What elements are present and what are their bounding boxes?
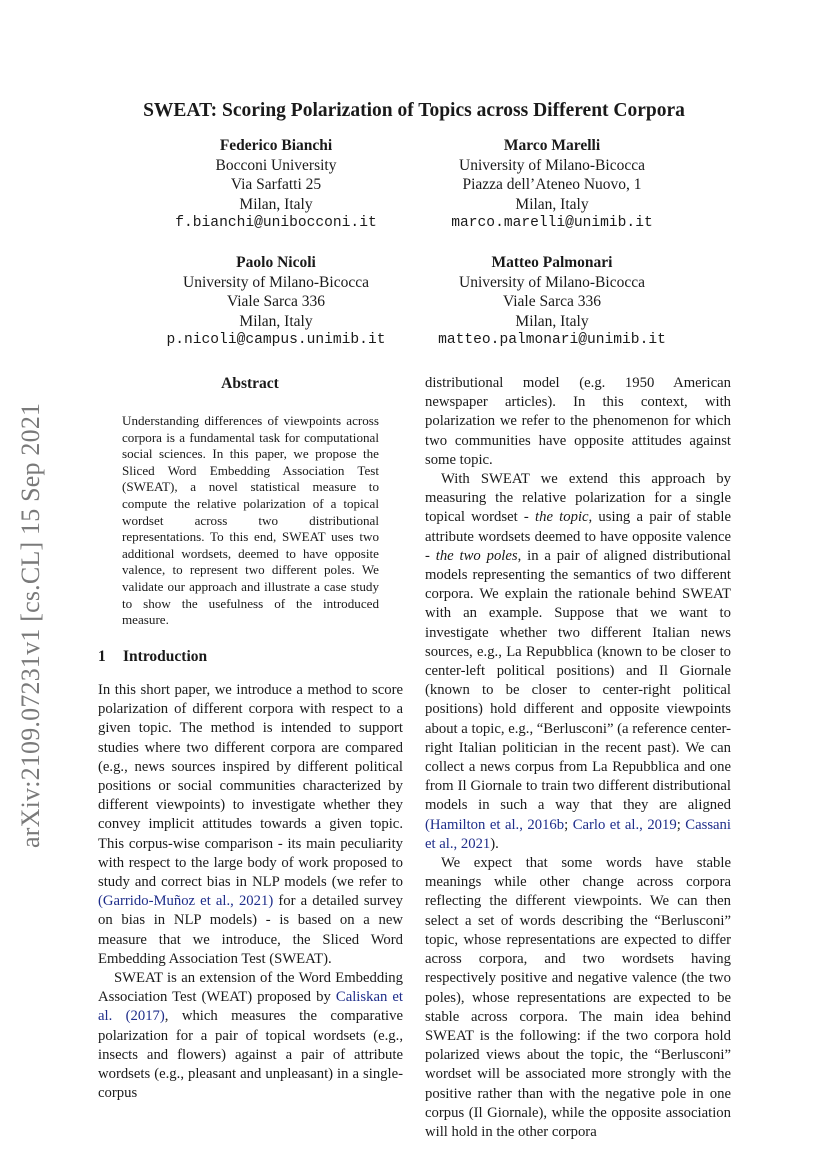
section-title: Introduction: [123, 648, 208, 665]
author-name: Marco Marelli: [503, 137, 601, 154]
author-affiliation: University of Milano-Bicocca: [459, 156, 645, 174]
section-heading: [98, 648, 207, 666]
author-block: [116, 253, 436, 351]
author-city: Milan, Italy: [239, 195, 313, 213]
text-run: , which measures the comparative polarization for a pair of topical wordsets (e.g., insects and flowers) against a pair of attribute wordsets (e.g., pleasant and unpleasant) in a single-corpus: [98, 1008, 403, 1102]
author-affiliation: Bocconi University: [215, 156, 337, 174]
text-run: ;: [564, 816, 573, 833]
left-column: [98, 681, 403, 1103]
section-number: 1: [98, 648, 106, 665]
text-run: , using a pair of stable attribute wordsets deemed to have opposite valence -: [425, 509, 731, 564]
emphasis: the two poles: [435, 547, 518, 564]
citation-link[interactable]: (Garrido-Muñoz et al., 2021): [98, 893, 274, 910]
text-run: ;: [676, 816, 686, 833]
citation-link[interactable]: Carlo et al., 2019: [572, 816, 677, 833]
author-city: Milan, Italy: [239, 312, 313, 330]
text-run: for a detailed survey on bias in NLP models) - is based on a new measure that we introduce, the Sliced Word Embedding Association Test (SWEAT).: [98, 893, 403, 967]
author-email[interactable]: p.nicoli@campus.unimib.it: [166, 332, 386, 349]
author-city: Milan, Italy: [515, 312, 589, 330]
author-address: Viale Sarca 336: [226, 293, 326, 311]
author-email[interactable]: marco.marelli@unimib.it: [451, 215, 653, 232]
text-run: , in a pair of aligned distributional models representing the semantics of two different corpora. We explain the rationale behind SWEAT with an example. Suppose that we want to investigate whether two different Italian news sources, e.g., La Repubblica (known to be closer to center-left political positions) and Il Giornale (known to be closer to center-right political positions) hold different and opposite viewpoints about a topic, e.g., “Berlusconi” (a reference center-right Italian politician in the recent past). We can collect a news corpus from La Repubblica and one from Il Giornale to train two different distributional models in such a way that they are aligned: [425, 547, 731, 814]
text-run: SWEAT is an extension of the Word Embedding Association Test (WEAT) proposed by: [98, 970, 403, 1006]
author-name: Matteo Palmonari: [491, 254, 613, 271]
author-address: Piazza dell’Ateneo Nuovo, 1: [462, 176, 642, 194]
author-name: Federico Bianchi: [219, 137, 333, 154]
abstract-text: Understanding differences of viewpoints across corpora is a fundamental task for computational social sciences. In this paper, we propose the Sliced Word Embedding Association Test (SWEAT), a novel statistical measure to compute the relative polarization of a topical wordset across two distributional representations. To this end, SWEAT uses two additional wordsets, deemed to have opposite valence, to represent two different poles. We validate our approach and illustrate a case study to show the usefulness of the introduced measure.: [122, 413, 379, 628]
paragraph: [425, 470, 731, 854]
text-run: In this short paper, we introduce a method to score polarization of different corpora with respect to a given topic. The method is intended to support studies where two different corpora are compared (e.g., news sources inspired by different political positions or social communities characterized by different viewpoints) to investigate whether they convey implicit attitudes towards a given topic. This corpus-wise comparison - its main peculiarity with respect to the large body of work proposed to study and correct bias in NLP models (we refer to: [98, 682, 403, 891]
author-block: [392, 136, 712, 234]
author-affiliation: University of Milano-Bicocca: [459, 273, 645, 291]
abstract-heading: Abstract: [221, 375, 279, 392]
citation-link[interactable]: Caliskan et al. (2017): [98, 989, 403, 1025]
author-address: Via Sarfatti 25: [230, 176, 322, 194]
author-affiliation: University of Milano-Bicocca: [183, 273, 369, 291]
author-name: Paolo Nicoli: [236, 254, 316, 271]
author-address: Viale Sarca 336: [502, 293, 602, 311]
paper-title: SWEAT: Scoring Polarization of Topics across Different Corpora: [143, 100, 685, 121]
paragraph: [98, 969, 403, 1103]
author-block: [116, 136, 436, 234]
emphasis: the topic: [535, 509, 589, 526]
citation-link[interactable]: Cassani et al., 2021: [425, 816, 731, 852]
right-column: [425, 374, 731, 1142]
author-block: [392, 253, 712, 351]
paragraph: distributional model (e.g. 1950 American newspaper articles). In this context, with polarization we refer to the phenomenon for which two communities have opposite attitudes against some topic.: [425, 375, 731, 468]
paragraph: We expect that some words have stable meanings while other change across corpora reflecting the different viewpoints. We can then select a set of words describing the “Berlusconi” topic, whose representations are expected to differ across corpora, and two wordsets having respectively positive and negative valence (the two poles), whose representations are expected to be stable across corpora. The main idea behind SWEAT is the following: if the two corpora hold polarized views about the topic, the “Berlusconi” wordset will be associated more strongly with the positive rather than with the negative pole in one corpus (Il Giornale), while the opposite association will hold in the other corpora: [425, 855, 731, 1140]
text-run: With SWEAT we extend this approach by measuring the relative polarization for a single topical wordset -: [425, 471, 731, 526]
text-run: ).: [490, 835, 499, 852]
paragraph: [98, 681, 403, 969]
author-email[interactable]: matteo.palmonari@unimib.it: [438, 332, 666, 349]
arxiv-identifier: arXiv:2109.07231v1 [cs.CL] 15 Sep 2021: [16, 402, 45, 848]
author-email[interactable]: f.bianchi@unibocconi.it: [175, 215, 377, 232]
author-city: Milan, Italy: [515, 195, 589, 213]
citation-link[interactable]: (Hamilton et al., 2016b: [425, 816, 565, 833]
